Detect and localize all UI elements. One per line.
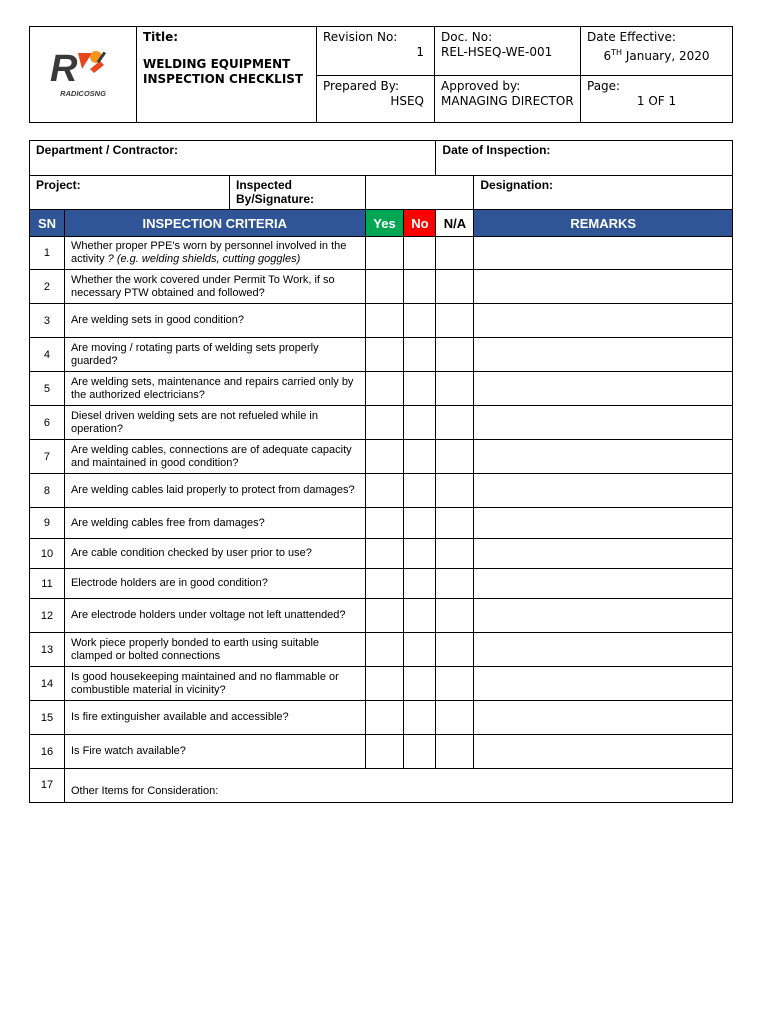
row-criteria: Electrode holders are in good condition? bbox=[64, 569, 365, 599]
row-criteria: Are moving / rotating parts of welding sets properly guarded? bbox=[64, 338, 365, 372]
table-row bbox=[30, 237, 733, 270]
table-row bbox=[30, 735, 733, 769]
row-remarks-cell[interactable] bbox=[474, 667, 733, 701]
table-row bbox=[30, 270, 733, 304]
row-yes-cell[interactable] bbox=[365, 372, 404, 406]
row-remarks-cell[interactable] bbox=[474, 474, 733, 508]
row-criteria: Is Fire watch available? bbox=[64, 735, 365, 769]
table-row bbox=[30, 406, 733, 440]
row-sn: 11 bbox=[30, 569, 65, 599]
row-na-cell[interactable] bbox=[436, 237, 474, 270]
prepared-cell bbox=[317, 76, 435, 123]
table-row bbox=[30, 372, 733, 406]
date-value: 6TH January, 2020 bbox=[603, 48, 710, 63]
row-sn: 3 bbox=[30, 304, 65, 338]
col-sn: SN bbox=[30, 210, 65, 237]
document-title: WELDING EQUIPMENT INSPECTION CHECKLIST bbox=[143, 57, 304, 86]
row-sn: 15 bbox=[30, 701, 65, 735]
column-headers bbox=[30, 210, 733, 237]
row-criteria: Are welding sets in good condition? bbox=[64, 304, 365, 338]
doc-value: REL-HSEQ-WE-001 bbox=[441, 45, 553, 59]
row-na-cell[interactable] bbox=[436, 304, 474, 338]
prepared-label: Prepared By: bbox=[323, 79, 400, 93]
inspected-by-continued[interactable] bbox=[365, 176, 474, 210]
row-sn: 2 bbox=[30, 270, 65, 304]
department-field[interactable]: Department / Contractor: bbox=[30, 141, 436, 176]
row-na-cell[interactable] bbox=[436, 372, 474, 406]
date-cell bbox=[581, 27, 733, 76]
row-remarks-cell[interactable] bbox=[474, 701, 733, 735]
table-row bbox=[30, 508, 733, 539]
row-sn: 1 bbox=[30, 237, 65, 270]
table-row bbox=[30, 539, 733, 569]
row-no-cell[interactable] bbox=[404, 237, 436, 270]
table-row bbox=[30, 440, 733, 474]
col-no: No bbox=[404, 210, 436, 237]
row-remarks-cell[interactable] bbox=[474, 237, 733, 270]
row-no-cell[interactable] bbox=[404, 304, 436, 338]
row-no-cell[interactable] bbox=[404, 474, 436, 508]
table-row bbox=[30, 667, 733, 701]
col-remarks: REMARKS bbox=[474, 210, 733, 237]
date-label: Date Effective: bbox=[587, 30, 676, 44]
row-remarks-cell[interactable] bbox=[474, 599, 733, 633]
row-yes-cell[interactable] bbox=[365, 599, 404, 633]
row-remarks-cell[interactable] bbox=[474, 735, 733, 769]
row-criteria: Whether proper PPE's worn by personnel involved in the activity ? (e.g. welding shields, cutting goggles) bbox=[64, 237, 365, 270]
project-inspected-row bbox=[30, 176, 366, 210]
row-remarks-cell[interactable] bbox=[474, 372, 733, 406]
row-no-cell[interactable] bbox=[404, 633, 436, 667]
row-yes-cell[interactable] bbox=[365, 270, 404, 304]
project-field[interactable]: Project: bbox=[30, 176, 230, 209]
row-yes-cell[interactable] bbox=[365, 508, 404, 539]
row-sn: 13 bbox=[30, 633, 65, 667]
row-criteria: Whether the work covered under Permit To Work, if so necessary PTW obtained and followed? bbox=[64, 270, 365, 304]
row-yes-cell[interactable] bbox=[365, 237, 404, 270]
row-na-cell[interactable] bbox=[436, 539, 474, 569]
row-no-cell[interactable] bbox=[404, 372, 436, 406]
approved-value: MANAGING DIRECTOR bbox=[441, 94, 574, 108]
row-criteria: Are welding cables free from damages? bbox=[64, 508, 365, 539]
row-yes-cell[interactable] bbox=[365, 633, 404, 667]
row-criteria: Are cable condition checked by user prior to use? bbox=[64, 539, 365, 569]
row-na-cell[interactable] bbox=[436, 508, 474, 539]
row-no-cell[interactable] bbox=[404, 270, 436, 304]
row-no-cell[interactable] bbox=[404, 508, 436, 539]
table-row bbox=[30, 633, 733, 667]
table-row bbox=[30, 338, 733, 372]
row-remarks-cell[interactable] bbox=[474, 406, 733, 440]
page-label: Page: bbox=[587, 79, 621, 93]
row-sn: 8 bbox=[30, 474, 65, 508]
row-criteria: Work piece properly bonded to earth using suitable clamped or bolted connections bbox=[64, 633, 365, 667]
row-criteria: Are welding cables, connections are of adequate capacity and maintained in good condition? bbox=[64, 440, 365, 474]
row-no-cell[interactable] bbox=[404, 539, 436, 569]
revision-value: 1 bbox=[416, 45, 424, 59]
row-criteria: Are welding cables laid properly to protect from damages? bbox=[64, 474, 365, 508]
row-sn: 4 bbox=[30, 338, 65, 372]
title-cell bbox=[137, 27, 317, 123]
approved-cell bbox=[435, 76, 581, 123]
row-na-cell[interactable] bbox=[436, 338, 474, 372]
row-criteria[interactable]: Other Items for Consideration: bbox=[64, 769, 732, 803]
row-no-cell[interactable] bbox=[404, 338, 436, 372]
row-sn: 12 bbox=[30, 599, 65, 633]
row-yes-cell[interactable] bbox=[365, 701, 404, 735]
row-yes-cell[interactable] bbox=[365, 440, 404, 474]
row-yes-cell[interactable] bbox=[365, 539, 404, 569]
row-na-cell[interactable] bbox=[436, 270, 474, 304]
row-criteria: Are welding sets, maintenance and repairs carried only by the authorized electricians? bbox=[64, 372, 365, 406]
row-na-cell[interactable] bbox=[436, 735, 474, 769]
row-remarks-cell[interactable] bbox=[474, 569, 733, 599]
row-remarks-cell[interactable] bbox=[474, 304, 733, 338]
page-cell bbox=[581, 76, 733, 123]
table-row bbox=[30, 474, 733, 508]
col-yes: Yes bbox=[365, 210, 404, 237]
row-na-cell[interactable] bbox=[436, 440, 474, 474]
inspected-by-field[interactable]: Inspected By/Signature: bbox=[236, 178, 315, 206]
row-yes-cell[interactable] bbox=[365, 304, 404, 338]
col-criteria: INSPECTION CRITERIA bbox=[64, 210, 365, 237]
row-no-cell[interactable] bbox=[404, 406, 436, 440]
row-yes-cell[interactable] bbox=[365, 338, 404, 372]
row-yes-cell[interactable] bbox=[365, 569, 404, 599]
revision-label: Revision No: bbox=[323, 30, 398, 44]
row-criteria: Is good housekeeping maintained and no flammable or combustible material in vicinity? bbox=[64, 667, 365, 701]
row-remarks-cell[interactable] bbox=[474, 338, 733, 372]
doc-cell bbox=[435, 27, 581, 76]
row-no-cell[interactable] bbox=[404, 667, 436, 701]
table-row bbox=[30, 569, 733, 599]
row-na-cell[interactable] bbox=[436, 633, 474, 667]
table-row bbox=[30, 701, 733, 735]
table-row bbox=[30, 599, 733, 633]
row-criteria: Diesel driven welding sets are not refueled while in operation? bbox=[64, 406, 365, 440]
row-sn: 10 bbox=[30, 539, 65, 569]
row-sn: 6 bbox=[30, 406, 65, 440]
row-na-cell[interactable] bbox=[436, 599, 474, 633]
row-criteria: Is fire extinguisher available and accessible? bbox=[64, 701, 365, 735]
doc-label: Doc. No: bbox=[441, 30, 493, 44]
approved-label: Approved by: bbox=[441, 79, 521, 93]
row-sn: 9 bbox=[30, 508, 65, 539]
row-na-cell[interactable] bbox=[436, 667, 474, 701]
logo-cell bbox=[30, 27, 137, 123]
row-no-cell[interactable] bbox=[404, 701, 436, 735]
row-yes-cell[interactable] bbox=[365, 474, 404, 508]
row-na-cell[interactable] bbox=[436, 701, 474, 735]
row-no-cell[interactable] bbox=[404, 735, 436, 769]
row-yes-cell[interactable] bbox=[365, 406, 404, 440]
title-label: Title: bbox=[143, 30, 179, 44]
row-remarks-cell[interactable] bbox=[474, 440, 733, 474]
row-no-cell[interactable] bbox=[404, 440, 436, 474]
row-sn: 5 bbox=[30, 372, 65, 406]
logo-text: RADICOSNG bbox=[60, 88, 106, 98]
date-of-inspection-field[interactable]: Date of Inspection: bbox=[436, 141, 733, 176]
row-sn: 17 bbox=[30, 769, 65, 803]
row-sn: 7 bbox=[30, 440, 65, 474]
table-row bbox=[30, 769, 733, 803]
page-value: 1 OF 1 bbox=[636, 94, 677, 108]
row-no-cell[interactable] bbox=[404, 599, 436, 633]
row-no-cell[interactable] bbox=[404, 569, 436, 599]
row-yes-cell[interactable] bbox=[365, 667, 404, 701]
table-row bbox=[30, 304, 733, 338]
row-yes-cell[interactable] bbox=[365, 735, 404, 769]
row-remarks-cell[interactable] bbox=[474, 270, 733, 304]
document-header bbox=[29, 26, 733, 123]
row-sn: 14 bbox=[30, 667, 65, 701]
revision-cell bbox=[317, 27, 435, 76]
row-na-cell[interactable] bbox=[436, 406, 474, 440]
col-na: N/A bbox=[436, 210, 474, 237]
row-remarks-cell[interactable] bbox=[474, 633, 733, 667]
row-criteria: Are electrode holders under voltage not left unattended? bbox=[64, 599, 365, 633]
prepared-value: HSEQ bbox=[390, 94, 424, 108]
row-remarks-cell[interactable] bbox=[474, 539, 733, 569]
row-na-cell[interactable] bbox=[436, 474, 474, 508]
svg-text:R: R bbox=[50, 47, 78, 90]
row-na-cell[interactable] bbox=[436, 569, 474, 599]
company-logo bbox=[42, 43, 124, 103]
row-remarks-cell[interactable] bbox=[474, 508, 733, 539]
row-sn: 16 bbox=[30, 735, 65, 769]
designation-field[interactable]: Designation: bbox=[474, 176, 733, 210]
inspection-checklist bbox=[29, 140, 733, 803]
